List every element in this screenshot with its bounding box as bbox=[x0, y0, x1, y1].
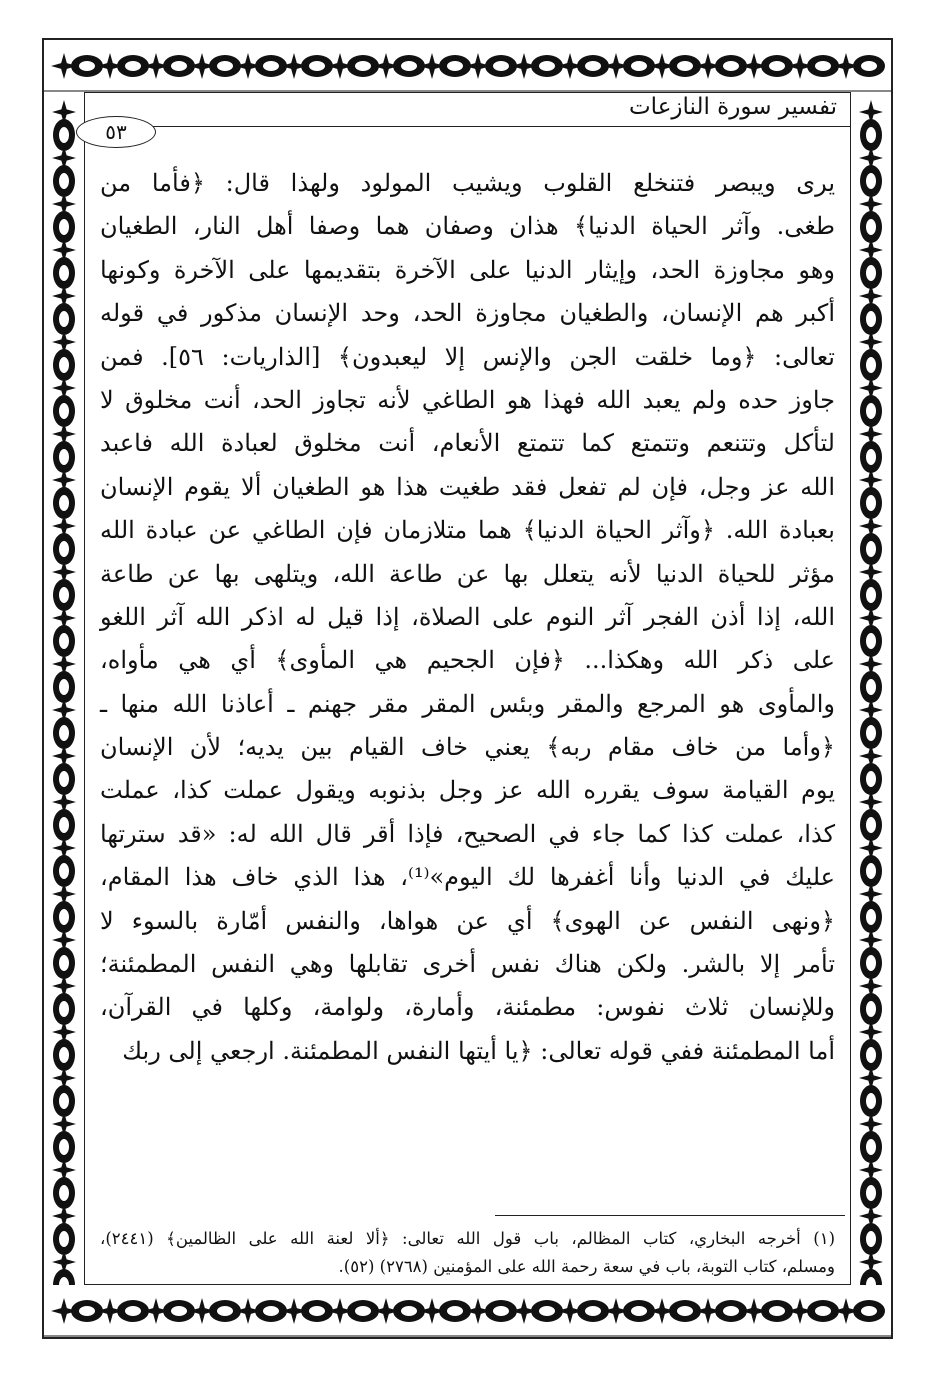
ornament-pattern bbox=[44, 92, 84, 1285]
text-line: لتأكل وتتنعم وتتمتع كما تتمتع الأنعام، أنت مخلوق لعبادة الله فاعبد bbox=[100, 429, 835, 458]
text-line: يرى ويبصر فتنخلع القلوب ويشيب المولود ولهذا قال: ﴿فأما من bbox=[100, 169, 835, 197]
text-line: أما المطمئنة ففي قوله تعالى: ﴿يا أيتها النفس المطمئنة. ارجعي إلى ربك bbox=[122, 1036, 835, 1065]
text-line: تأمر إلا بالشر. ولكن هناك نفس أخرى تقابلها وهي النفس المطمئنة؛ bbox=[100, 950, 835, 979]
ornament-border-left bbox=[44, 92, 84, 1285]
ornament-pattern bbox=[44, 40, 891, 92]
page-number: ٥٣ bbox=[76, 116, 156, 148]
text-line: كذا، عملت كذا كما جاء في الصحيح، فإذا أقر قال الله له: «قد سترتها bbox=[100, 819, 835, 848]
header-title: تفسير سورة النازعات bbox=[629, 94, 837, 120]
running-header bbox=[84, 92, 851, 126]
text-line: أكبر هم الإنسان، والطغيان مجاوزة الحد، وحد الإنسان مذكور في قوله bbox=[100, 299, 835, 328]
text-line: عليك في الدنيا وأنا أغفرها لك اليوم»⁽¹⁾، هذا الذي خاف هذا المقام، bbox=[100, 863, 836, 892]
footnote-line: (١) أخرجه البخاري، كتاب المظالم، باب قول الله تعالى: ﴿ألا لعنة الله على الظالمين﴾ (٢٤٤١)، bbox=[100, 1229, 835, 1248]
text-line: تعالى: ﴿وما خلقت الجن والإنس إلا ليعبدون﴾ [الذاريات: ٥٦]. فمن bbox=[100, 342, 835, 371]
ornament-pattern bbox=[44, 1285, 891, 1337]
text-line: الله عز وجل، فإن لم تفعل فقد طغيت هذا هو الطغيان ألا يقوم الإنسان bbox=[100, 472, 835, 501]
text-line: بعبادة الله. ﴿وآثر الحياة الدنيا﴾ هما متلازمان فإن الطاغي عن عبادة الله bbox=[100, 516, 835, 545]
text-line: يوم القيامة سوف يقرره الله عز وجل بذنوبه ويقول عملت كذا، عملت bbox=[100, 776, 835, 805]
text-line: الله، إذا أذن الفجر آثر النوم على الصلاة، إذا قيل له اذكر الله آثر اللغو bbox=[100, 602, 835, 631]
footnote-line: ومسلم، كتاب التوبة، باب في سعة رحمة الله على المؤمنين (٢٧٦٨) (٥٢). bbox=[338, 1257, 835, 1276]
text-line: مؤثر للحياة الدنيا لأنه يتعلل بها عن طاعة الله، ويتلهى بها عن طاعة bbox=[100, 559, 835, 588]
text-line: طغى. وآثر الحياة الدنيا﴾ هذان وصفان هما وصفا أهل النار، الطغيان bbox=[100, 212, 835, 241]
body-text bbox=[100, 162, 835, 1073]
text-line: ﴿ونهى النفس عن الهوى﴾ أي عن هواها، والنفس أمّارة بالسوء لا bbox=[100, 906, 835, 935]
ornament-pattern bbox=[851, 92, 891, 1285]
ornament-border-right bbox=[851, 92, 891, 1285]
text-line: والمأوى هو المرجع والمقر وبئس المقر مقر جهنم ـ أعاذنا الله منها ـ bbox=[100, 689, 835, 718]
footnote-separator bbox=[495, 1215, 845, 1216]
text-line: على ذكر الله وهكذا... ﴿فإن الجحيم هي المأوى﴾ أي هي مأواه، bbox=[100, 646, 835, 675]
text-line: وهو مجاوزة الحد، وإيثار الدنيا على الآخرة بتقديمها على الآخرة وكونها bbox=[100, 255, 835, 284]
text-line: ﴿وأما من خاف مقام ربه﴾ يعني خاف القيام بين يديه؛ لأن الإنسان bbox=[100, 733, 835, 762]
text-line: جاوز حده ولم يعبد الله فهذا هو الطاغي لأنه تجاوز الحد، أنت مخلوق لا bbox=[100, 385, 836, 414]
header-rule bbox=[150, 126, 851, 127]
ornament-border-bottom bbox=[44, 1285, 891, 1337]
footnotes bbox=[100, 1225, 835, 1281]
text-line: وللإنسان ثلاث نفوس: مطمئنة، وأمارة، ولوامة، وكلها في القرآن، bbox=[100, 993, 835, 1022]
ornament-border-top bbox=[44, 40, 891, 92]
